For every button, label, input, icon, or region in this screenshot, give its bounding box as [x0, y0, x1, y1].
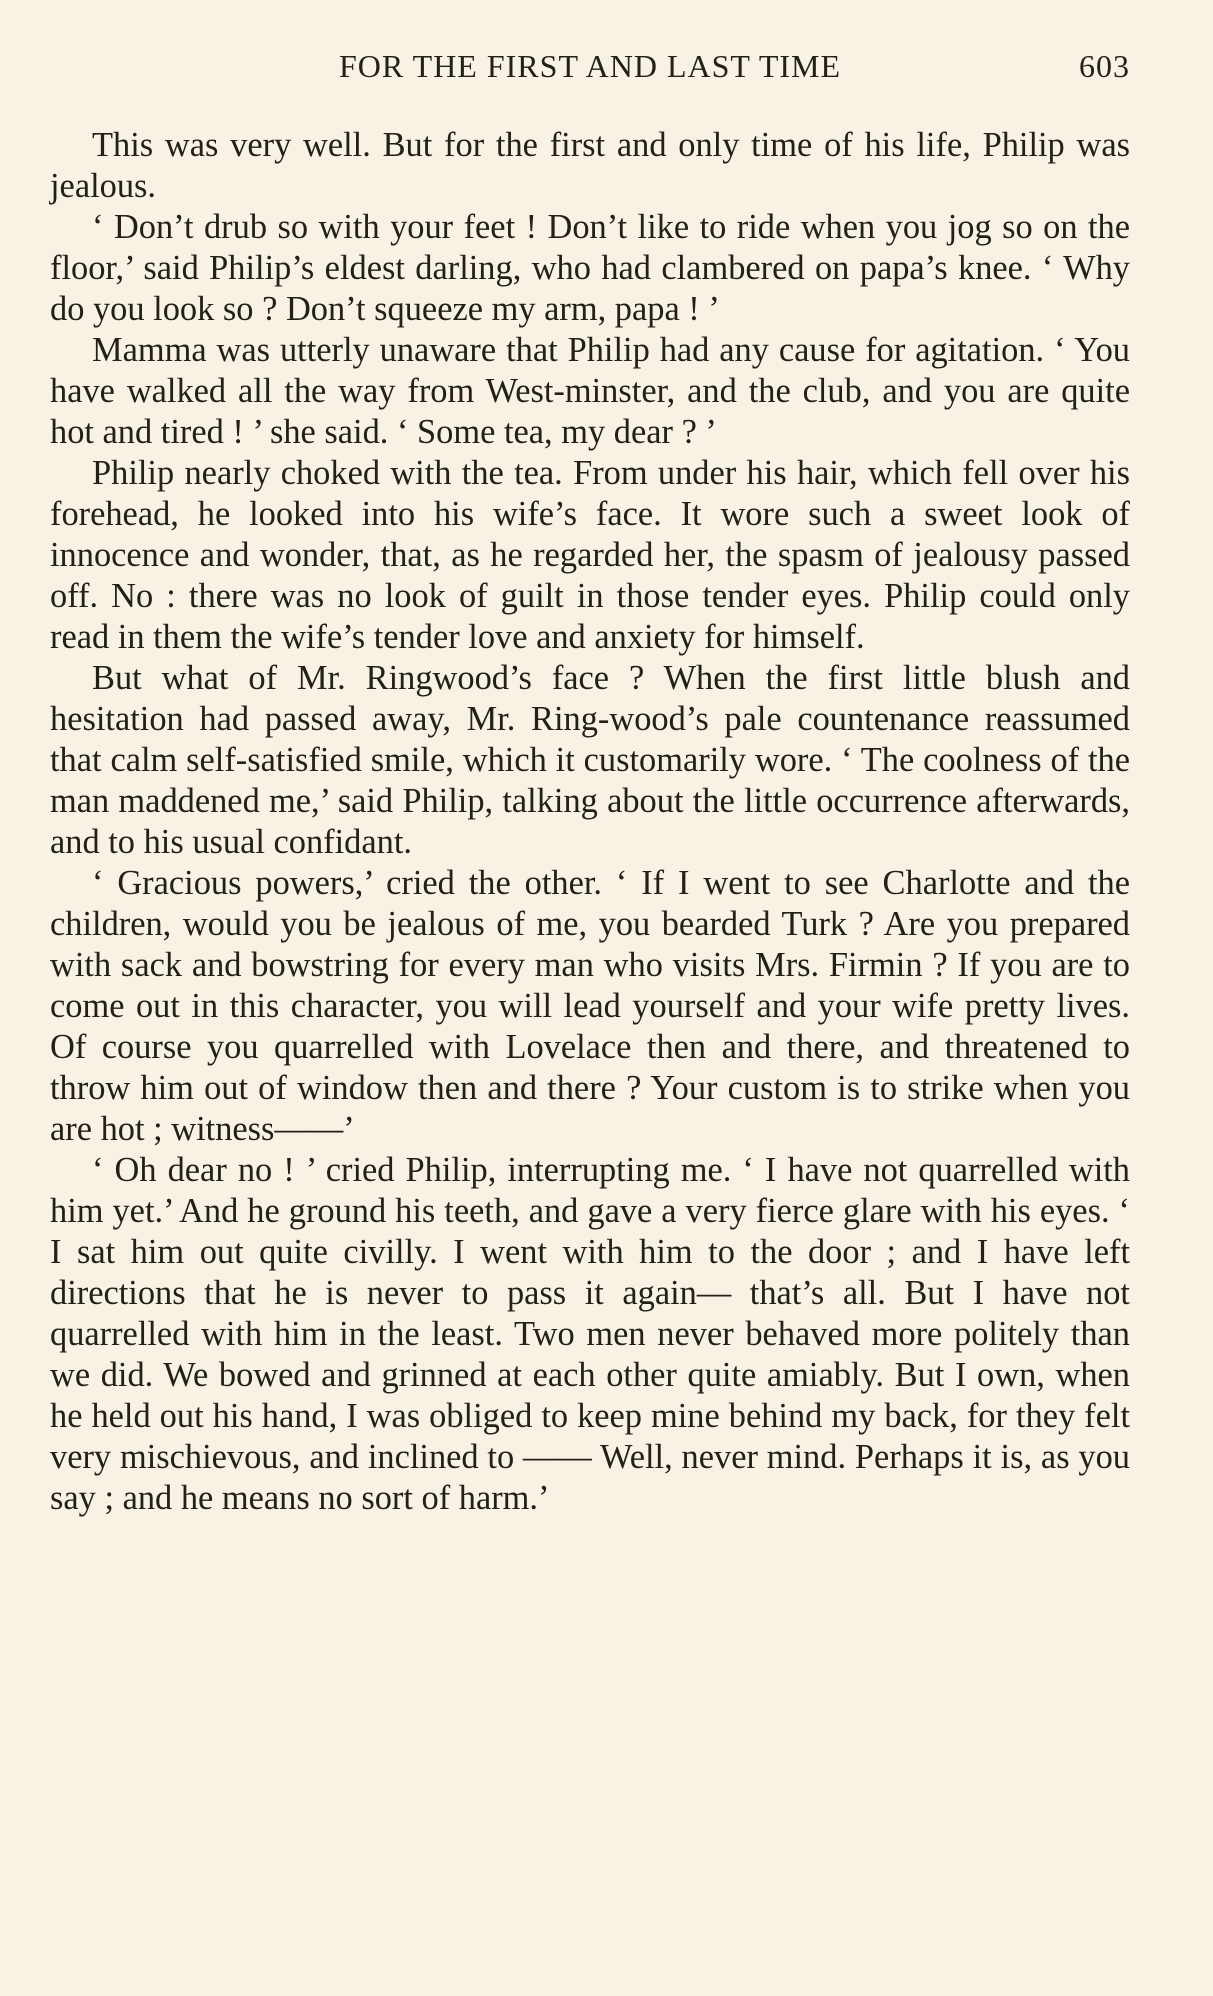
running-title: FOR THE FIRST AND LAST TIME: [338, 48, 842, 84]
page-number: 603: [1079, 48, 1130, 84]
paragraph: ‘ Gracious powers,’ cried the other. ‘ If I went to see Charlotte and the children, would you be jealous of me, you bearded Turk ? Are you prepared with sack and bowstring for every man who visits Mrs. Firmin ? If you are to come out in this character, you will lead yourself and your wife pretty lives. Of course you quarrelled with Lovelace then and there, and threatened to throw him out of window then and there ? Your custom is to strike when you are hot ; witness——’: [50, 864, 1130, 1148]
book-page: [50, 48, 1130, 1519]
paragraph: Mamma was utterly unaware that Philip had any cause for agitation. ‘ You have walked all the way from West-minster, and the club, and you are quite hot and tired ! ’ she said. ‘ Some tea, my dear ? ’: [50, 331, 1130, 451]
paragraph: ‘ Don’t drub so with your feet ! Don’t like to ride when you jog so on the floor,’ said Philip’s eldest darling, who had clambered on papa’s knee. ‘ Why do you look so ? Don’t squeeze my arm, papa ! ’: [50, 208, 1130, 328]
paragraph: Philip nearly choked with the tea. From under his hair, which fell over his forehead, he looked into his wife’s face. It wore such a sweet look of innocence and wonder, that, as he regarded her, the spasm of jealousy passed off. No : there was no look of guilt in those tender eyes. Philip could only read in them the wife’s tender love and anxiety for himself.: [50, 454, 1130, 656]
paragraph: This was very well. But for the first and only time of his life, Philip was jealous.: [50, 126, 1130, 205]
running-head: [50, 48, 1130, 98]
body-text: [50, 125, 1130, 1519]
paragraph: But what of Mr. Ringwood’s face ? When the first little blush and hesitation had passed away, Mr. Ring-wood’s pale countenance reassumed that calm self-satisfied smile, which it customarily wore. ‘ The coolness of the man maddened me,’ said Philip, talking about the little occurrence afterwards, and to his usual confidant.: [50, 659, 1130, 861]
paragraph: ‘ Oh dear no ! ’ cried Philip, interrupting me. ‘ I have not quarrelled with him yet.’ And he ground his teeth, and gave a very fierce glare with his eyes. ‘ I sat him out quite civilly. I went with him to the door ; and I have left directions that he is never to pass it again— that’s all. But I have not quarrelled with him in the least. Two men never behaved more politely than we did. We bowed and grinned at each other quite amiably. But I own, when he held out his hand, I was obliged to keep mine behind my back, for they felt very mischievous, and inclined to —— Well, never mind. Perhaps it is, as you say ; and he means no sort of harm.’: [50, 1151, 1130, 1517]
